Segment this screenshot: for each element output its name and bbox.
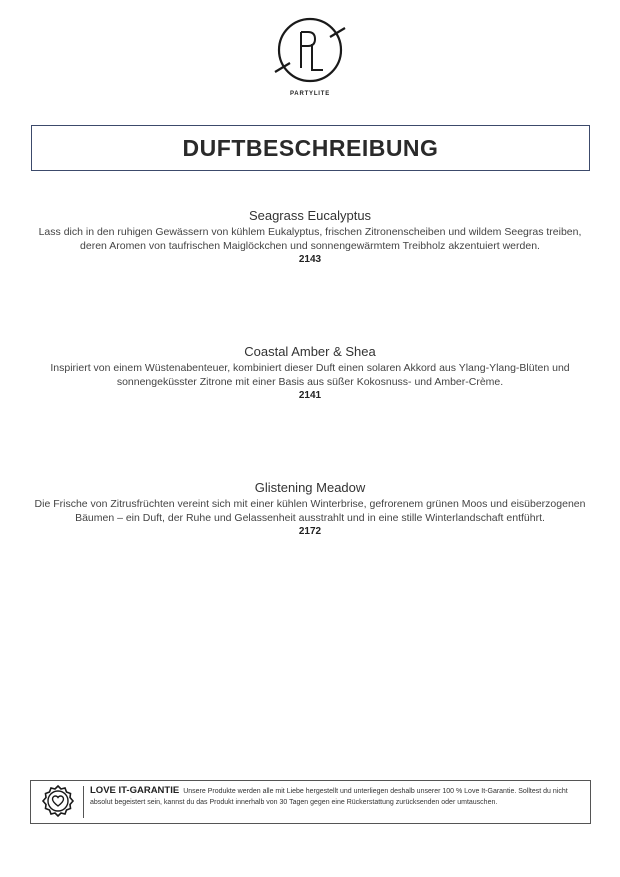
scent-description: Inspiriert von einem Wüstenabenteuer, kombiniert dieser Duft einen solaren Akkord aus Ylang-Ylang-Blüten und sonnengeküsster Zitrone mit einer Basis aus süßer Kokosnuss- und Amber-Crème.: [50, 362, 570, 388]
scent-name: Seagrass Eucalyptus: [248, 208, 372, 223]
scent-description: Die Frische von Zitrusfrüchten vereint sich mit einer kühlen Winterbrise, gefrorenem grünen Moos und eisüberzogenen Bäumen – ein Duft, der Ruhe und Gelassenheit ausstrahlt und in eine stille Winterlandschaft entführt.: [34, 498, 586, 524]
partylite-logo-icon: [270, 12, 350, 88]
scent-name: Glistening Meadow: [254, 480, 366, 495]
title-box: [31, 125, 590, 171]
guarantee-divider: [83, 786, 84, 818]
scent-item: [34, 480, 586, 539]
scent-code: 2172: [298, 526, 322, 537]
scent-code: 2141: [298, 390, 322, 401]
guarantee-text: Unsere Produkte werden alle mit Liebe hergestellt und unterliegen deshalb unserer 100 % Love It-Garantie. Solltest du nicht absolut begeistert sein, kannst du das Produkt innerhalb von 30 Tagen gegen eine Rückerstattung zurücksenden oder umtauschen.: [90, 788, 568, 806]
scent-item: [34, 208, 586, 267]
guarantee-heading: LOVE IT-GARANTIE: [90, 785, 180, 796]
scent-code: 2143: [298, 254, 322, 265]
guarantee-box: [30, 780, 591, 824]
guarantee-text-block: [90, 785, 584, 808]
brand-logo: [0, 12, 620, 97]
page-title: DUFTBESCHREIBUNG: [182, 134, 439, 161]
scent-description: Lass dich in den ruhigen Gewässern von kühlem Eukalyptus, frischen Zitronenscheiben und wildem Seegras treiben, deren Aromen von taufrischen Maiglöckchen und sonnengewärmtem Treibholz akzentuiert werden.: [38, 226, 582, 252]
brand-name: PARTYLITE: [289, 91, 331, 97]
scent-item: [34, 344, 586, 403]
heart-seal-icon: [41, 784, 75, 818]
scent-name: Coastal Amber & Shea: [244, 344, 376, 359]
